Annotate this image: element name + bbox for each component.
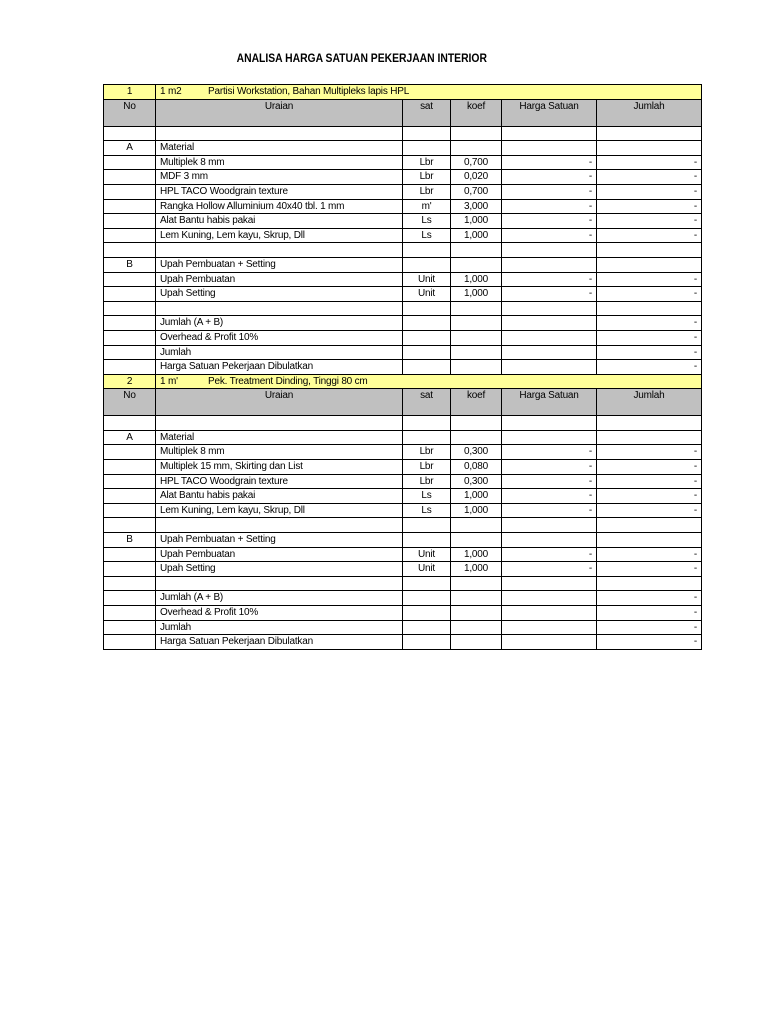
group-label: Upah Pembuatan + Setting	[156, 257, 403, 272]
empty-cell	[451, 620, 502, 635]
empty-cell	[104, 316, 156, 331]
page-title: ANALISA HARGA SATUAN PEKERJAAN INTERIOR	[236, 53, 487, 65]
empty-cell	[104, 635, 156, 650]
line-item-row	[104, 474, 702, 489]
blank-row	[104, 301, 702, 316]
section-number: 1	[104, 85, 156, 100]
sat-cell: Unit	[403, 272, 451, 287]
empty-cell	[451, 533, 502, 548]
jumlah-cell: -	[597, 474, 702, 489]
uraian-cell: Multiplek 8 mm	[156, 445, 403, 460]
section-number: 2	[104, 374, 156, 389]
empty-cell	[104, 228, 156, 243]
jumlah-cell: -	[597, 489, 702, 504]
harga-satuan-cell: -	[502, 489, 597, 504]
koef-cell: 1,000	[451, 287, 502, 302]
koef-cell: 0,080	[451, 460, 502, 475]
empty-cell	[104, 474, 156, 489]
empty-cell	[104, 287, 156, 302]
empty-cell	[502, 243, 597, 258]
empty-cell	[597, 533, 702, 548]
empty-cell	[502, 316, 597, 331]
koef-cell: 1,000	[451, 489, 502, 504]
empty-cell	[104, 547, 156, 562]
blank-row	[104, 243, 702, 258]
empty-cell	[403, 330, 451, 345]
harga-satuan-cell: -	[502, 199, 597, 214]
empty-cell	[403, 360, 451, 375]
sat-cell: Ls	[403, 503, 451, 518]
empty-cell	[502, 301, 597, 316]
blank-row	[104, 416, 702, 431]
line-item-row	[104, 562, 702, 577]
empty-cell	[156, 301, 403, 316]
uraian-cell: Multiplek 8 mm	[156, 155, 403, 170]
jumlah-cell: -	[597, 272, 702, 287]
empty-cell	[451, 576, 502, 591]
empty-cell	[451, 635, 502, 650]
blank-row	[104, 518, 702, 533]
koef-cell: 0,700	[451, 155, 502, 170]
empty-cell	[451, 141, 502, 156]
jumlah-cell: -	[597, 445, 702, 460]
summary-label: Harga Satuan Pekerjaan Dibulatkan	[156, 360, 403, 375]
empty-cell	[451, 360, 502, 375]
sat-cell: Lbr	[403, 155, 451, 170]
uraian-cell: Alat Bantu habis pakai	[156, 489, 403, 504]
group-row	[104, 533, 702, 548]
summary-value: -	[597, 606, 702, 621]
empty-cell	[502, 518, 597, 533]
empty-cell	[597, 518, 702, 533]
header-uraian: Uraian	[156, 389, 403, 416]
harga-satuan-cell: -	[502, 170, 597, 185]
header-koef: koef	[451, 389, 502, 416]
empty-cell	[403, 126, 451, 141]
empty-cell	[597, 576, 702, 591]
analysis-table	[103, 84, 702, 650]
empty-cell	[104, 126, 156, 141]
group-label: Upah Pembuatan + Setting	[156, 533, 403, 548]
uraian-cell: Lem Kuning, Lem kayu, Skrup, Dll	[156, 228, 403, 243]
empty-cell	[104, 301, 156, 316]
empty-cell	[104, 214, 156, 229]
uraian-cell: Upah Pembuatan	[156, 272, 403, 287]
group-label: Material	[156, 430, 403, 445]
empty-cell	[451, 330, 502, 345]
jumlah-cell: -	[597, 562, 702, 577]
empty-cell	[104, 272, 156, 287]
line-item-row	[104, 214, 702, 229]
line-item-row	[104, 228, 702, 243]
empty-cell	[104, 345, 156, 360]
uraian-cell: MDF 3 mm	[156, 170, 403, 185]
header-no: No	[104, 389, 156, 416]
summary-value: -	[597, 620, 702, 635]
harga-satuan-cell: -	[502, 184, 597, 199]
summary-row	[104, 316, 702, 331]
koef-cell: 1,000	[451, 272, 502, 287]
koef-cell: 1,000	[451, 547, 502, 562]
line-item-row	[104, 503, 702, 518]
empty-cell	[597, 141, 702, 156]
table-body	[104, 85, 702, 650]
line-item-row	[104, 272, 702, 287]
empty-cell	[403, 620, 451, 635]
summary-label: Harga Satuan Pekerjaan Dibulatkan	[156, 635, 403, 650]
empty-cell	[156, 518, 403, 533]
harga-satuan-cell: -	[502, 287, 597, 302]
summary-row	[104, 330, 702, 345]
line-item-row	[104, 489, 702, 504]
empty-cell	[403, 518, 451, 533]
empty-cell	[104, 489, 156, 504]
jumlah-cell: -	[597, 199, 702, 214]
summary-label: Jumlah	[156, 620, 403, 635]
column-header-row	[104, 389, 702, 416]
summary-value: -	[597, 635, 702, 650]
empty-cell	[597, 243, 702, 258]
harga-satuan-cell: -	[502, 272, 597, 287]
empty-cell	[502, 576, 597, 591]
empty-cell	[104, 184, 156, 199]
harga-satuan-cell: -	[502, 474, 597, 489]
sat-cell: m'	[403, 199, 451, 214]
summary-value: -	[597, 316, 702, 331]
empty-cell	[104, 199, 156, 214]
summary-row	[104, 360, 702, 375]
summary-value: -	[597, 360, 702, 375]
summary-row	[104, 620, 702, 635]
sat-cell: Unit	[403, 562, 451, 577]
line-item-row	[104, 547, 702, 562]
empty-cell	[502, 606, 597, 621]
koef-cell: 1,000	[451, 562, 502, 577]
empty-cell	[156, 243, 403, 258]
uraian-cell: Upah Setting	[156, 287, 403, 302]
empty-cell	[104, 170, 156, 185]
section-description-cell	[156, 85, 702, 100]
harga-satuan-cell: -	[502, 155, 597, 170]
summary-row	[104, 345, 702, 360]
empty-cell	[597, 301, 702, 316]
summary-value: -	[597, 345, 702, 360]
koef-cell: 1,000	[451, 214, 502, 229]
group-code: B	[104, 257, 156, 272]
summary-label: Jumlah (A + B)	[156, 316, 403, 331]
sat-cell: Lbr	[403, 184, 451, 199]
jumlah-cell: -	[597, 228, 702, 243]
koef-cell: 0,300	[451, 474, 502, 489]
empty-cell	[104, 591, 156, 606]
empty-cell	[451, 243, 502, 258]
empty-cell	[403, 243, 451, 258]
empty-cell	[502, 345, 597, 360]
empty-cell	[451, 606, 502, 621]
uraian-cell: Lem Kuning, Lem kayu, Skrup, Dll	[156, 503, 403, 518]
header-sat: sat	[403, 99, 451, 126]
harga-satuan-cell: -	[502, 503, 597, 518]
header-uraian: Uraian	[156, 99, 403, 126]
jumlah-cell: -	[597, 170, 702, 185]
koef-cell: 1,000	[451, 228, 502, 243]
empty-cell	[403, 606, 451, 621]
empty-cell	[156, 416, 403, 431]
group-code: B	[104, 533, 156, 548]
group-row	[104, 257, 702, 272]
empty-cell	[502, 141, 597, 156]
header-harga-satuan: Harga Satuan	[502, 389, 597, 416]
section-description: Pek. Treatment Dinding, Tinggi 80 cm	[208, 375, 368, 387]
empty-cell	[104, 562, 156, 577]
koef-cell: 0,300	[451, 445, 502, 460]
group-label: Material	[156, 141, 403, 156]
header-jumlah: Jumlah	[597, 389, 702, 416]
empty-cell	[502, 635, 597, 650]
empty-cell	[104, 330, 156, 345]
harga-satuan-cell: -	[502, 547, 597, 562]
empty-cell	[104, 576, 156, 591]
empty-cell	[451, 430, 502, 445]
empty-cell	[104, 360, 156, 375]
empty-cell	[451, 316, 502, 331]
empty-cell	[104, 620, 156, 635]
empty-cell	[403, 591, 451, 606]
empty-cell	[104, 503, 156, 518]
empty-cell	[451, 591, 502, 606]
harga-satuan-cell: -	[502, 214, 597, 229]
summary-row	[104, 591, 702, 606]
empty-cell	[403, 316, 451, 331]
empty-cell	[104, 606, 156, 621]
empty-cell	[597, 126, 702, 141]
empty-cell	[104, 243, 156, 258]
section-description-cell	[156, 374, 702, 389]
koef-cell: 0,020	[451, 170, 502, 185]
empty-cell	[597, 416, 702, 431]
section-description: Partisi Workstation, Bahan Multipleks lapis HPL	[208, 86, 410, 97]
jumlah-cell: -	[597, 184, 702, 199]
header-no: No	[104, 99, 156, 126]
uraian-cell: Upah Pembuatan	[156, 547, 403, 562]
summary-label: Jumlah (A + B)	[156, 591, 403, 606]
sat-cell: Unit	[403, 287, 451, 302]
empty-cell	[502, 330, 597, 345]
section-quantity: 1 m'	[160, 375, 178, 387]
sat-cell: Ls	[403, 489, 451, 504]
empty-cell	[502, 620, 597, 635]
empty-cell	[156, 576, 403, 591]
empty-cell	[451, 126, 502, 141]
sat-cell: Ls	[403, 214, 451, 229]
line-item-row	[104, 155, 702, 170]
column-header-row	[104, 99, 702, 126]
empty-cell	[403, 301, 451, 316]
sat-cell: Lbr	[403, 474, 451, 489]
line-item-row	[104, 199, 702, 214]
summary-label: Overhead & Profit 10%	[156, 606, 403, 621]
empty-cell	[502, 416, 597, 431]
uraian-cell: HPL TACO Woodgrain texture	[156, 474, 403, 489]
koef-cell: 3,000	[451, 199, 502, 214]
empty-cell	[502, 591, 597, 606]
header-sat: sat	[403, 389, 451, 416]
summary-label: Jumlah	[156, 345, 403, 360]
summary-label: Overhead & Profit 10%	[156, 330, 403, 345]
empty-cell	[104, 445, 156, 460]
empty-cell	[597, 430, 702, 445]
empty-cell	[451, 345, 502, 360]
line-item-row	[104, 460, 702, 475]
empty-cell	[502, 533, 597, 548]
empty-cell	[502, 126, 597, 141]
empty-cell	[502, 430, 597, 445]
sat-cell: Lbr	[403, 460, 451, 475]
empty-cell	[451, 301, 502, 316]
harga-satuan-cell: -	[502, 460, 597, 475]
empty-cell	[403, 345, 451, 360]
jumlah-cell: -	[597, 287, 702, 302]
jumlah-cell: -	[597, 503, 702, 518]
sat-cell: Lbr	[403, 170, 451, 185]
uraian-cell: Multiplek 15 mm, Skirting dan List	[156, 460, 403, 475]
line-item-row	[104, 184, 702, 199]
empty-cell	[403, 635, 451, 650]
empty-cell	[403, 257, 451, 272]
summary-value: -	[597, 330, 702, 345]
line-item-row	[104, 170, 702, 185]
empty-cell	[156, 126, 403, 141]
header-harga-satuan: Harga Satuan	[502, 99, 597, 126]
blank-row	[104, 576, 702, 591]
jumlah-cell: -	[597, 547, 702, 562]
koef-cell: 1,000	[451, 503, 502, 518]
sat-cell: Lbr	[403, 445, 451, 460]
group-code: A	[104, 141, 156, 156]
uraian-cell: HPL TACO Woodgrain texture	[156, 184, 403, 199]
empty-cell	[403, 141, 451, 156]
section-quantity: 1 m2	[160, 86, 182, 97]
section-title-row	[104, 374, 702, 389]
empty-cell	[502, 257, 597, 272]
jumlah-cell: -	[597, 460, 702, 475]
header-koef: koef	[451, 99, 502, 126]
empty-cell	[403, 430, 451, 445]
group-row	[104, 141, 702, 156]
header-jumlah: Jumlah	[597, 99, 702, 126]
empty-cell	[451, 518, 502, 533]
sat-cell: Ls	[403, 228, 451, 243]
empty-cell	[451, 416, 502, 431]
group-code: A	[104, 430, 156, 445]
harga-satuan-cell: -	[502, 228, 597, 243]
summary-value: -	[597, 591, 702, 606]
sat-cell: Unit	[403, 547, 451, 562]
summary-row	[104, 635, 702, 650]
empty-cell	[104, 155, 156, 170]
empty-cell	[104, 460, 156, 475]
uraian-cell: Upah Setting	[156, 562, 403, 577]
empty-cell	[403, 533, 451, 548]
line-item-row	[104, 445, 702, 460]
jumlah-cell: -	[597, 214, 702, 229]
koef-cell: 0,700	[451, 184, 502, 199]
empty-cell	[597, 257, 702, 272]
line-item-row	[104, 287, 702, 302]
group-row	[104, 430, 702, 445]
summary-row	[104, 606, 702, 621]
harga-satuan-cell: -	[502, 562, 597, 577]
uraian-cell: Rangka Hollow Alluminium 40x40 tbl. 1 mm	[156, 199, 403, 214]
blank-row	[104, 126, 702, 141]
empty-cell	[502, 360, 597, 375]
jumlah-cell: -	[597, 155, 702, 170]
empty-cell	[451, 257, 502, 272]
section-title-row	[104, 85, 702, 100]
uraian-cell: Alat Bantu habis pakai	[156, 214, 403, 229]
empty-cell	[403, 576, 451, 591]
empty-cell	[403, 416, 451, 431]
harga-satuan-cell: -	[502, 445, 597, 460]
empty-cell	[104, 518, 156, 533]
empty-cell	[104, 416, 156, 431]
